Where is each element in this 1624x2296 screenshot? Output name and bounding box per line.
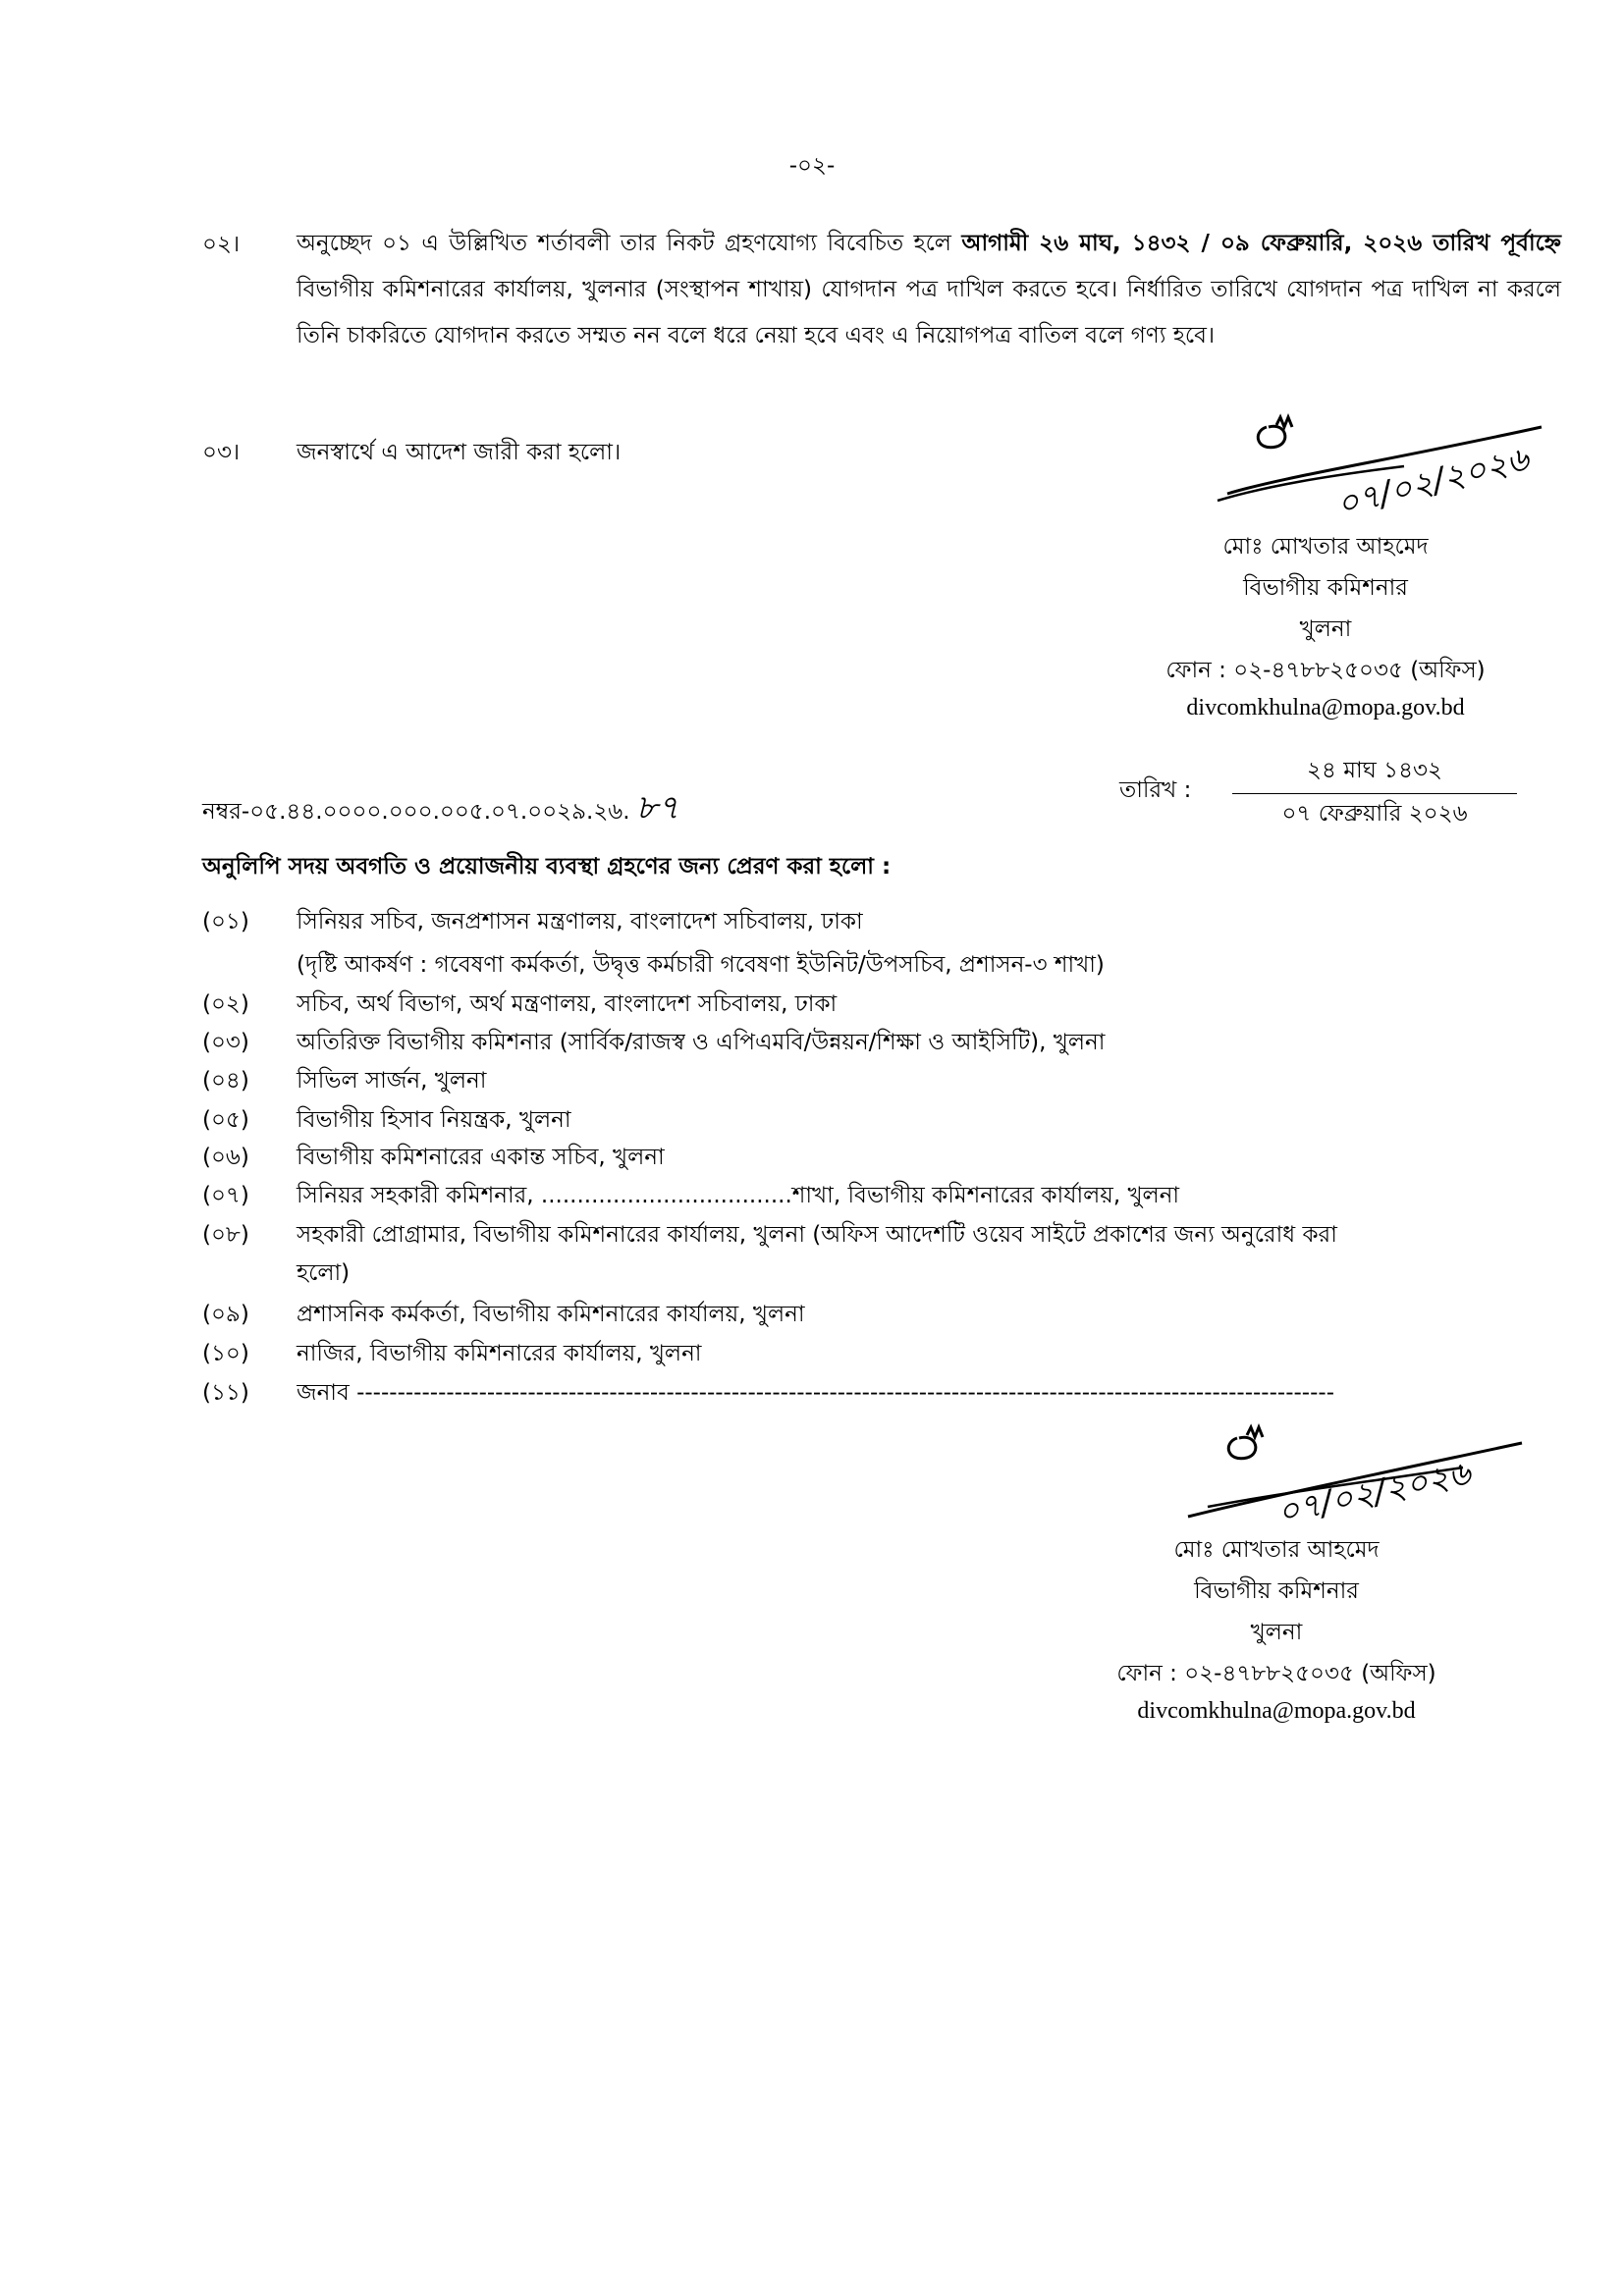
deadline-text: আগামী ২৬ মাঘ, ১৪৩২ / ০৯ ফেব্রুয়ারি, ২০২৬ তারিখ পূর্বাহ্নে	[961, 231, 1561, 256]
signature-2-date: ০৭/০২/২০২৬	[1273, 1453, 1475, 1533]
copy-item: নাজির, বিভাগীয় কমিশনারের কার্যালয়, খুলনা	[297, 1341, 702, 1366]
memo-number: নম্বর-০৫.৪৪.০০০০.০০০.০০৫.০৭.০০২৯.২৬. ৮৭	[202, 788, 679, 828]
copy-item: বিভাগীয় কমিশনারের একান্ত সচিব, খুলনা	[297, 1145, 665, 1170]
copy-item-continued: হলো)	[297, 1260, 351, 1286]
signer-email: divcomkhulna@mopa.gov.bd	[1137, 1698, 1416, 1724]
handwritten-serial: ৮৭	[635, 788, 679, 828]
signer-location: খুলনা	[1299, 616, 1352, 642]
copy-num: (০৯)	[202, 1302, 249, 1327]
page-number: -০২-	[788, 153, 836, 179]
copy-item: সিনিয়র সহকারী কমিশনার, ...................................শাখা, বিভাগীয় কমিশনারের কার্যালয়, খুলনা	[297, 1183, 1180, 1208]
copy-item-note: (দৃষ্টি আকর্ষণ : গবেষণা কর্মকর্তা, উদ্বৃত্ত কর্মচারী গবেষণা ইউনিট/উপসচিব, প্রশাসন-৩ শাখা)	[297, 952, 1105, 978]
signer-phone: ফোন : ০২-৪৭৮৮২৫০৩৫ (অফিস)	[1165, 658, 1486, 683]
date-english: ০৭ ফেব্রুয়ারি ২০২৬	[1281, 801, 1468, 827]
copy-num: (০৪)	[202, 1068, 249, 1094]
copy-item: সিনিয়র সচিব, জনপ্রশাসন মন্ত্রণালয়, বাংলাদেশ সচিবালয়, ঢাকা	[297, 909, 863, 934]
copy-item: প্রশাসনিক কর্মকর্তা, বিভাগীয় কমিশনারের কার্যালয়, খুলনা	[297, 1302, 805, 1327]
signer-location: খুলনা	[1250, 1620, 1303, 1645]
copy-item: সচিব, অর্থ বিভাগ, অর্থ মন্ত্রণালয়, বাংলাদেশ সচিবালয়, ঢাকা	[297, 991, 838, 1017]
copy-item: সহকারী প্রোগ্রামার, বিভাগীয় কমিশনারের কার্যালয়, খুলনা (অফিস আদেশটি ওয়েব সাইটে প্রকাশের জন্য অনুরোধ করা	[297, 1222, 1337, 1248]
copy-num: (০৭)	[202, 1183, 249, 1208]
copy-num: (১০)	[202, 1341, 249, 1366]
copy-item: জনাব ------------------------------------------------------------------------------------------------------------------------	[297, 1380, 1335, 1406]
signer-name: মোঃ মোখতার আহমেদ	[1222, 534, 1429, 560]
copy-num: (১১)	[202, 1380, 249, 1406]
signer-designation: বিভাগীয় কমিশনার	[1243, 575, 1408, 601]
clause-02-text: অনুচ্ছেদ ০১ এ উল্লিখিত শর্তাবলী তার নিকট গ্রহণযোগ্য বিবেচিত হলে আগামী ২৬ মাঘ, ১৪৩২ / ০৯ ফেব্রুয়ারি, ২০২৬ তারিখ পূর্বাহ্নে বিভাগীয় কমিশনারের কার্যালয়, খুলনার (সংস্থাপন শাখায়) যোগদান পত্র দাখিল করতে হবে। নির্ধারিত তারিখে যোগদান পত্র দাখিল না করলে তিনি চাকরিতে যোগদান করতে সম্মত নন বলে ধরে নেয়া হবে এবং এ নিয়োগপত্র বাতিল বলে গণ্য হবে।	[297, 231, 1561, 348]
signer-designation: বিভাগীয় কমিশনার	[1194, 1578, 1359, 1604]
date-bangla: ২৪ মাঘ ১৪৩২	[1307, 758, 1442, 783]
copy-item: বিভাগীয় হিসাব নিয়ন্ত্রক, খুলনা	[297, 1107, 571, 1133]
clause-number: ০৩।	[202, 440, 241, 465]
signature-2	[1168, 1414, 1581, 1531]
copy-num: (০৩)	[202, 1030, 249, 1055]
copy-num: (০৮)	[202, 1222, 249, 1248]
signer-email: divcomkhulna@mopa.gov.bd	[1186, 695, 1465, 721]
signature-block-2	[1070, 1533, 1483, 1728]
signer-phone: ফোন : ০২-৪৭৮৮২৫০৩৫ (অফিস)	[1116, 1661, 1436, 1686]
date-divider	[1232, 793, 1517, 794]
copy-num: (০৬)	[202, 1145, 249, 1170]
copy-item: সিভিল সার্জন, খুলনা	[297, 1068, 487, 1094]
copy-num: (০২)	[202, 991, 249, 1017]
copy-heading: অনুলিপি সদয় অবগতি ও প্রয়োজনীয় ব্যবস্থা গ্রহণের জন্য প্রেরণ করা হলো :	[202, 854, 892, 880]
copy-item: অতিরিক্ত বিভাগীয় কমিশনার (সার্বিক/রাজস্ব ও এপিএমবি/উন্নয়ন/শিক্ষা ও আইসিটি), খুলনা	[297, 1030, 1106, 1055]
clause-number: ০২।	[202, 232, 241, 257]
copy-num: (০৫)	[202, 1107, 249, 1133]
signature-block-1	[1129, 530, 1522, 724]
copy-num: (০১)	[202, 909, 249, 934]
signer-name: মোঃ মোখতার আহমেদ	[1173, 1537, 1380, 1563]
date-label: তারিখ :	[1119, 777, 1192, 803]
signature-1	[1208, 407, 1600, 525]
signature-1-date: ০৭/০২/২০২৬	[1332, 439, 1534, 525]
clause-03-text: জনস্বার্থে এ আদেশ জারী করা হলো।	[297, 440, 622, 465]
